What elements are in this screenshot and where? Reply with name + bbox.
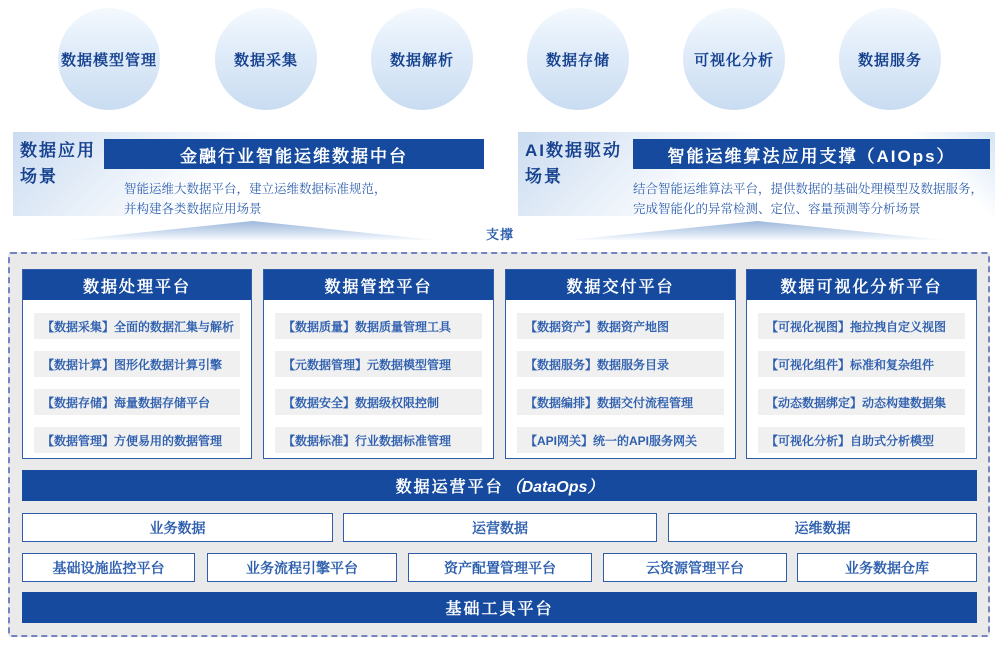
- data-source-operation: [343, 513, 657, 542]
- platform-card-title: 数据管控平台: [264, 270, 493, 300]
- platform-item: 【可视化组件】标准和复杂组件: [758, 351, 965, 377]
- dataops-title-bar: [22, 470, 977, 501]
- platform-asset-config-mgmt: [408, 553, 592, 582]
- platform-card-title: 数据交付平台: [506, 270, 735, 300]
- dataops-title-en: （DataOps）: [505, 479, 604, 496]
- capability-circle-data-parse: [371, 8, 473, 110]
- platform-item: 【数据资产】数据资产地图: [517, 313, 724, 339]
- box-label: 资产配置管理平台: [444, 559, 556, 576]
- platform-card-visualization: [746, 269, 977, 459]
- circle-label: 数据存储: [545, 51, 610, 69]
- data-source-business: [22, 513, 333, 542]
- box-label: 业务数据: [149, 519, 206, 536]
- platform-item: 【数据服务】数据服务目录: [517, 351, 724, 377]
- capability-circle-data-store: [527, 8, 629, 110]
- platform-card-data-processing: [22, 269, 252, 459]
- scene-block-data-application: [13, 132, 490, 216]
- dataops-title-cn: 数据运营平台: [395, 479, 504, 496]
- scene-desc-line2: 完成智能化的异常检测、定位、容量预测等分析场景: [633, 202, 921, 216]
- base-tool-platform-bar: [22, 592, 977, 623]
- scene-desc-line1: 智能运维大数据平台，建立运维数据标准规范，: [124, 182, 387, 196]
- capability-circle-data-service: [839, 8, 941, 110]
- scene-desc-line1: 结合智能运维算法平台，提供数据的基础处理模型及数据服务，: [633, 182, 984, 196]
- platform-item: 【数据计算】图形化数据计算引擎: [34, 351, 240, 377]
- scene-label: 数据应用场景: [20, 141, 96, 186]
- scene-block-ai-data-driven: [518, 132, 995, 216]
- box-label: 云资源管理平台: [646, 559, 744, 576]
- circle-label: 数据采集: [233, 51, 298, 69]
- platform-item: 【可视化分析】自助式分析模型: [758, 427, 965, 453]
- support-chevron-left: [60, 221, 445, 241]
- platform-card-data-governance: [263, 269, 494, 459]
- capability-circle-data-collect: [215, 8, 317, 110]
- platform-item: 【元数据管理】元数据模型管理: [275, 351, 482, 377]
- scene-label: AI数据驱动场景: [525, 141, 622, 186]
- platform-item: 【API网关】统一的API服务网关: [517, 427, 724, 453]
- scene-title-bar: 智能运维算法应用支撑（AIOps）: [633, 139, 990, 169]
- circle-label: 可视化分析: [693, 51, 774, 69]
- box-label: 业务流程引擎平台: [246, 559, 358, 576]
- platform-item: 【数据采集】全面的数据汇集与解析: [34, 313, 240, 339]
- capability-circle-visual-analysis: [683, 8, 785, 110]
- scene-title-bar: 金融行业智能运维数据中台: [104, 139, 484, 169]
- box-label: 运维数据: [794, 519, 851, 536]
- platform-item: 【数据安全】数据级权限控制: [275, 389, 482, 415]
- bar-label: 基础工具平台: [445, 601, 554, 618]
- platform-item: 【数据管理】方便易用的数据管理: [34, 427, 240, 453]
- box-label: 基础设施监控平台: [52, 559, 165, 576]
- platform-business-data-warehouse: [797, 553, 977, 582]
- platform-item: 【数据标准】行业数据标准管理: [275, 427, 482, 453]
- circle-label: 数据服务: [857, 51, 922, 69]
- scene-description: [633, 179, 983, 219]
- scene-description: [124, 179, 387, 219]
- platform-business-process-engine: [207, 553, 397, 582]
- box-label: 业务数据仓库: [845, 559, 929, 576]
- platform-card-title: 数据可视化分析平台: [747, 270, 976, 300]
- platform-item: 【数据编排】数据交付流程管理: [517, 389, 724, 415]
- support-label: 支撑: [485, 227, 514, 242]
- platform-card-data-delivery: [505, 269, 736, 459]
- support-chevron-right: [560, 221, 955, 241]
- box-label: 运营数据: [472, 519, 528, 536]
- circle-label: 数据解析: [389, 51, 454, 69]
- platform-item: 【数据质量】数据质量管理工具: [275, 313, 482, 339]
- platform-infra-monitoring: [22, 553, 195, 582]
- platform-item: 【可视化视图】拖拉拽自定义视图: [758, 313, 965, 339]
- platform-cloud-resource-mgmt: [603, 553, 787, 582]
- platform-item: 【数据存储】海量数据存储平台: [34, 389, 240, 415]
- circle-label: 数据模型管理: [60, 51, 157, 69]
- platform-card-title: 数据处理平台: [23, 270, 251, 300]
- platform-item: 【动态数据绑定】动态构建数据集: [758, 389, 965, 415]
- capability-circle-data-model: [58, 8, 160, 110]
- data-source-maintenance: [668, 513, 977, 542]
- scene-desc-line2: 并构建各类数据应用场景: [124, 202, 262, 216]
